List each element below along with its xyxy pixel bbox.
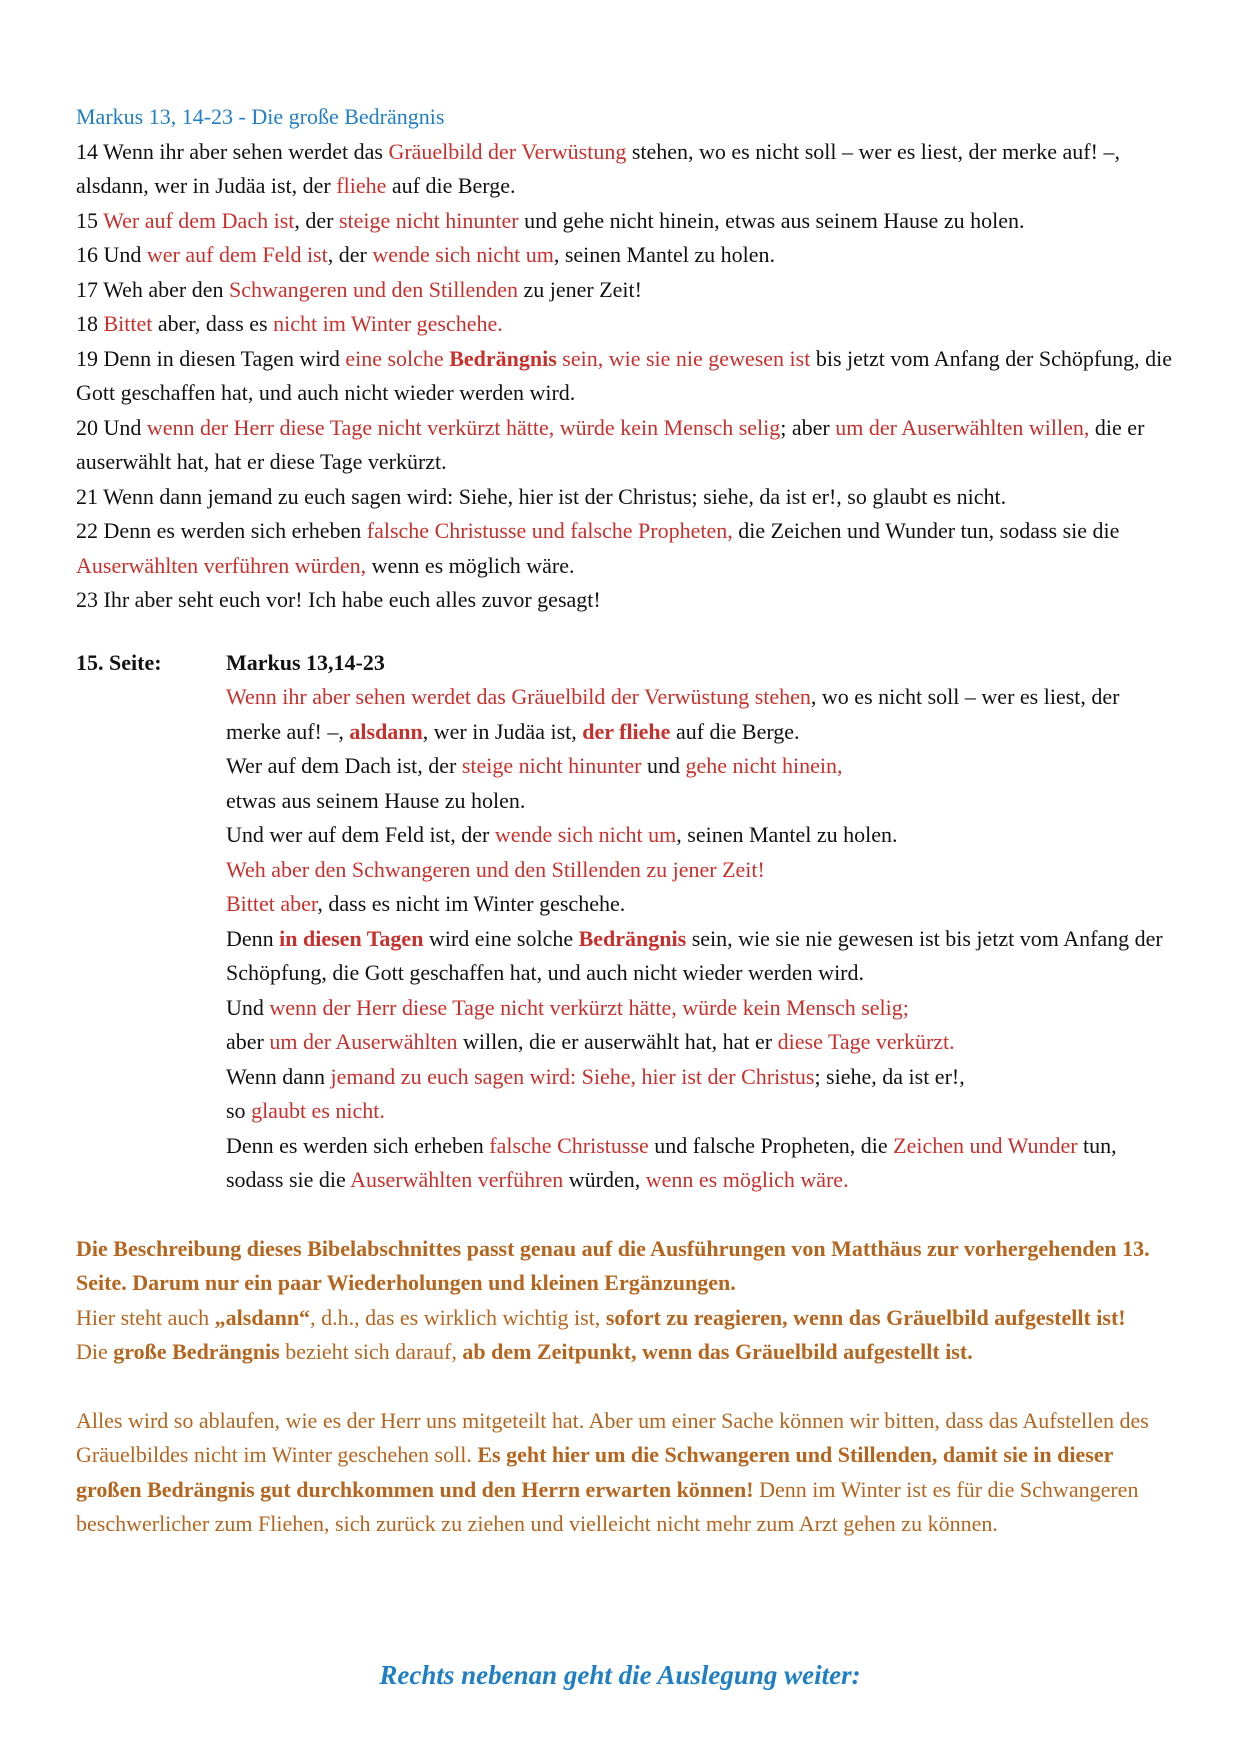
verse-15: 15 Wer auf dem Dach ist, der steige nicht hinunter und gehe nicht hinein, etwas aus seinem Hause zu holen.	[76, 207, 1025, 233]
spacer	[76, 618, 1176, 646]
commentary-paragraph: Hier steht auch „alsdann“, d.h., das es wirklich wichtig ist, sofort zu reagieren, wenn das Gräuelbild aufgestellt ist!	[76, 1304, 1126, 1330]
seite-line: Wenn ihr aber sehen werdet das Gräuelbild der Verwüstung stehen, wo es nicht soll – wer es liest, der merke auf! –, alsdann, wer in Judäa ist, der fliehe auf die Berge.	[226, 684, 1120, 744]
seite-line: Wenn dann jemand zu euch sagen wird: Siehe, hier ist der Christus; siehe, da ist er!,	[226, 1063, 965, 1089]
seite-line: Denn es werden sich erheben falsche Christusse und falsche Propheten, die Zeichen und Wunder tun, sodass sie die Auserwählten verführen würden, wenn es möglich wäre.	[226, 1132, 1117, 1192]
seite-line: Denn in diesen Tagen wird eine solche Bedrängnis sein, wie sie nie gewesen ist bis jetzt vom Anfang der Schöpfung, die Gott geschaffen hat, und auch nicht wieder werden wird.	[226, 925, 1163, 985]
verse-20: 20 Und wenn der Herr diese Tage nicht verkürzt hätte, würde kein Mensch selig; aber um der Auserwählten willen, die er auserwählt hat, hat er diese Tage verkürzt.	[76, 414, 1145, 474]
seite-line: Weh aber den Schwangeren und den Stillenden zu jener Zeit!	[226, 856, 765, 882]
seite-line: etwas aus seinem Hause zu holen.	[226, 787, 526, 813]
commentary-paragraph: Alles wird so ablaufen, wie es der Herr uns mitgeteilt hat. Aber um einer Sache können wir bitten, dass das Aufstellen des Gräuelbildes nicht im Winter geschehen soll. Es geht hier um die Schwangeren und Stillenden, damit sie in dieser großen Bedrängnis gut durchkommen und den Herrn erwarten können! Denn im Winter ist es für die Schwangeren beschwerlicher zum Fliehen, sich zurück zu ziehen und vielleicht nicht mehr zum Arzt gehen zu können.	[76, 1407, 1149, 1536]
commentary-paragraph: Die Beschreibung dieses Bibelabschnittes passt genau auf die Ausführungen von Matthäus zur vorhergehenden 13. Seite. Darum nur ein paar Wiederholungen und kleinen Ergänzungen.	[76, 1235, 1150, 1295]
verse-17: 17 Weh aber den Schwangeren und den Stillenden zu jener Zeit!	[76, 276, 642, 302]
spacer	[76, 1198, 1176, 1232]
verse-14: 14 Wenn ihr aber sehen werdet das Gräuelbild der Verwüstung stehen, wo es nicht soll – wer es liest, der merke auf! –, alsdann, wer in Judäa ist, der fliehe auf die Berge.	[76, 138, 1120, 198]
page-content	[76, 100, 1176, 1542]
verse-21: 21 Wenn dann jemand zu euch sagen wird: Siehe, hier ist der Christus; siehe, da ist er!, so glaubt es nicht.	[76, 483, 1007, 509]
seite-text	[226, 680, 1176, 1198]
spacer	[76, 1370, 1176, 1404]
seite-line: so glaubt es nicht.	[226, 1098, 385, 1123]
seite-line: Und wer auf dem Feld ist, der wende sich nicht um, seinen Mantel zu holen.	[226, 822, 898, 847]
verse-16: 16 Und wer auf dem Feld ist, der wende sich nicht um, seinen Mantel zu holen.	[76, 242, 775, 267]
verse-23: 23 Ihr aber seht euch vor! Ich habe euch alles zuvor gesagt!	[76, 587, 601, 612]
seite-heading	[76, 646, 1176, 681]
seite-reference: Markus 13,14-23	[226, 649, 385, 675]
commentary-paragraph: Die große Bedrängnis bezieht sich darauf, ab dem Zeitpunkt, wenn das Gräuelbild aufgestellt ist.	[76, 1339, 973, 1364]
seite-line: Bittet aber, dass es nicht im Winter geschehe.	[226, 891, 626, 916]
section-title: Markus 13, 14-23 - Die große Bedrängnis	[76, 104, 445, 129]
seite-label: 15. Seite:	[76, 649, 162, 675]
footer-note: Rechts nebenan geht die Auslegung weiter:	[379, 1660, 861, 1690]
verse-22: 22 Denn es werden sich erheben falsche Christusse und falsche Propheten, die Zeichen und Wunder tun, sodass sie die Auserwählten verführen würden, wenn es möglich wäre.	[76, 518, 1120, 578]
seite-line: Und wenn der Herr diese Tage nicht verkürzt hätte, würde kein Mensch selig;	[226, 994, 909, 1020]
verse-18: 18 Bittet aber, dass es nicht im Winter geschehe.	[76, 311, 503, 336]
seite-line: Wer auf dem Dach ist, der steige nicht hinunter und gehe nicht hinein,	[226, 753, 843, 778]
seite-line: aber um der Auserwählten willen, die er auserwählt hat, hat er diese Tage verkürzt.	[226, 1029, 955, 1054]
verse-19: 19 Denn in diesen Tagen wird eine solche Bedrängnis sein, wie sie nie gewesen ist bis jetzt vom Anfang der Schöpfung, die Gott geschaffen hat, und auch nicht wieder werden wird.	[76, 345, 1173, 405]
